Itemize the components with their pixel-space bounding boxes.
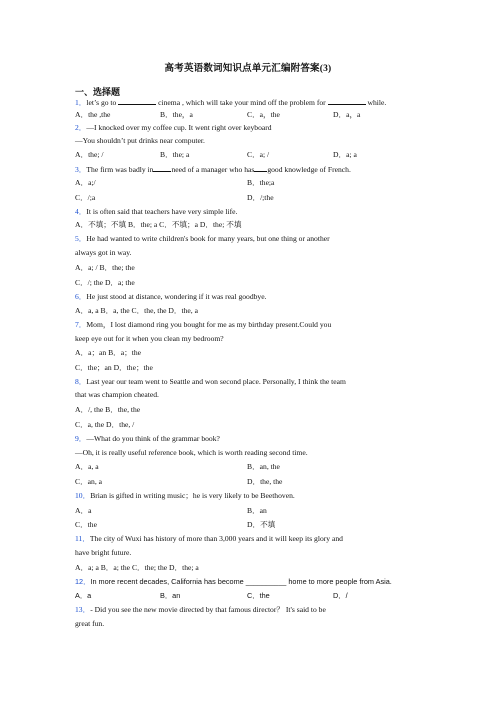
option-a: A．a, a — [75, 462, 99, 471]
option-c: C．a，the — [247, 110, 280, 119]
option-c: C．the — [247, 591, 270, 600]
option-d: D．the, the — [247, 477, 283, 486]
option-d: D．a，a — [333, 110, 361, 119]
question-12-stem: 12．In more recent decades, California has become __________ home to more people from Asia. — [75, 577, 392, 586]
question-8-line2: that was champion cheated. — [75, 390, 159, 399]
question-11-line2: have bright future. — [75, 548, 132, 557]
answer-blank — [153, 164, 171, 172]
answer-blank — [328, 97, 366, 105]
question-number: 11． — [75, 534, 90, 543]
option-a: A．a — [75, 506, 92, 515]
question-1-stem: 1．let’s go to cinema , which will take your mind off the problem for while. — [75, 98, 387, 107]
question-5-options-row1: A．a; / B．the; the — [75, 263, 135, 272]
question-number: 10． — [75, 491, 91, 500]
question-11-line1: 11．The city of Wuxi has history of more than 3,000 years and it will keep its glory and — [75, 534, 343, 543]
question-8-line1: 8．Last year our team went to Seattle and won second place. Personally, I think the team — [75, 377, 346, 386]
option-b: B．the;a — [247, 178, 275, 187]
question-5-line2: always got in way. — [75, 248, 132, 257]
question-9-line1: 9．—What do you think of the grammar book? — [75, 434, 220, 443]
option-d: D．/ — [333, 591, 348, 600]
question-number: 2． — [75, 123, 87, 132]
question-4-options: A．不填；不填 B．the; a C．不填；a D．the; 不填 — [75, 220, 242, 229]
answer-blank — [118, 97, 156, 105]
option-d: D．/;the — [247, 193, 274, 202]
question-number: 8． — [75, 377, 87, 386]
question-6-options: A．a, a B．a, the C．the, the D．the, a — [75, 306, 198, 315]
question-2-line2: —You shouldn’t put drinks near computer. — [75, 136, 205, 145]
question-11-options: A．a; a B．a; the C．the; the D．the; a — [75, 563, 199, 572]
question-6-stem: 6．He just stood at distance, wondering if it was real goodbye. — [75, 292, 267, 301]
question-number: 1． — [75, 98, 87, 107]
question-7-options-row1: A．a；an B．a；the — [75, 348, 142, 357]
question-5-options-row2: C．/; the D．a; the — [75, 278, 135, 287]
question-4-stem: 4．It is often said that teachers have very simple life. — [75, 207, 238, 216]
question-7-line1: 7．Mom，I lost diamond ring you bought for me as my birthday present.Could you — [75, 320, 332, 329]
question-2-line1: 2．—I knocked over my coffee cup. It went right over keyboard — [75, 123, 272, 132]
option-b: B．an — [160, 591, 181, 600]
option-a: A．the; / — [75, 150, 104, 159]
question-number: 7． — [75, 320, 87, 329]
question-10-stem: 10．Brian is gifted in writing music；he is very likely to be Beethoven. — [75, 491, 295, 500]
option-c: C．a; / — [247, 150, 270, 159]
question-7-options-row2: C．the；an D．the；the — [75, 363, 153, 372]
option-d: D．a; a — [333, 150, 357, 159]
question-3-stem: 3．The firm was badly in need of a manager who has good knowledge of French. — [75, 165, 351, 174]
question-number: 12． — [75, 577, 91, 586]
option-c: C．an, a — [75, 477, 102, 486]
question-7-line2: keep eye out for it when you clean my bedroom? — [75, 334, 224, 343]
option-d: D．不填 — [247, 520, 276, 529]
document-title: 高考英语数词知识点单元汇编附答案(3) — [164, 64, 332, 74]
option-a: A．the ,the — [75, 110, 111, 119]
option-b: B．the; a — [160, 150, 190, 159]
question-5-line1: 5．He had wanted to write children's book for many years, but one thing or another — [75, 234, 330, 243]
option-b: B．the，a — [160, 110, 193, 119]
option-b: B．an — [247, 506, 267, 515]
question-13-line1: 13．- Did you see the new movie directed by that famous director？ It's said to be — [75, 605, 326, 614]
question-number: 9． — [75, 434, 87, 443]
question-8-options-row1: A．/, the B．the, the — [75, 405, 141, 414]
option-c: C．/;a — [75, 193, 96, 202]
question-13-line2: great fun. — [75, 619, 105, 628]
option-a: A．a — [75, 591, 92, 600]
option-a: A．a;/ — [75, 178, 96, 187]
question-number: 3． — [75, 165, 87, 174]
question-9-line2: —Oh, it is really useful reference book, which is worth reading second time. — [75, 448, 308, 457]
question-number: 13． — [75, 605, 91, 614]
option-b: B．an, the — [247, 462, 280, 471]
option-c: C．the — [75, 520, 97, 529]
question-8-options-row2: C．a, the D．the, / — [75, 420, 135, 429]
question-number: 5． — [75, 234, 87, 243]
question-number: 4． — [75, 207, 87, 216]
section-heading: 一、选择题 — [75, 87, 121, 97]
answer-blank — [254, 164, 267, 172]
question-number: 6． — [75, 292, 87, 301]
